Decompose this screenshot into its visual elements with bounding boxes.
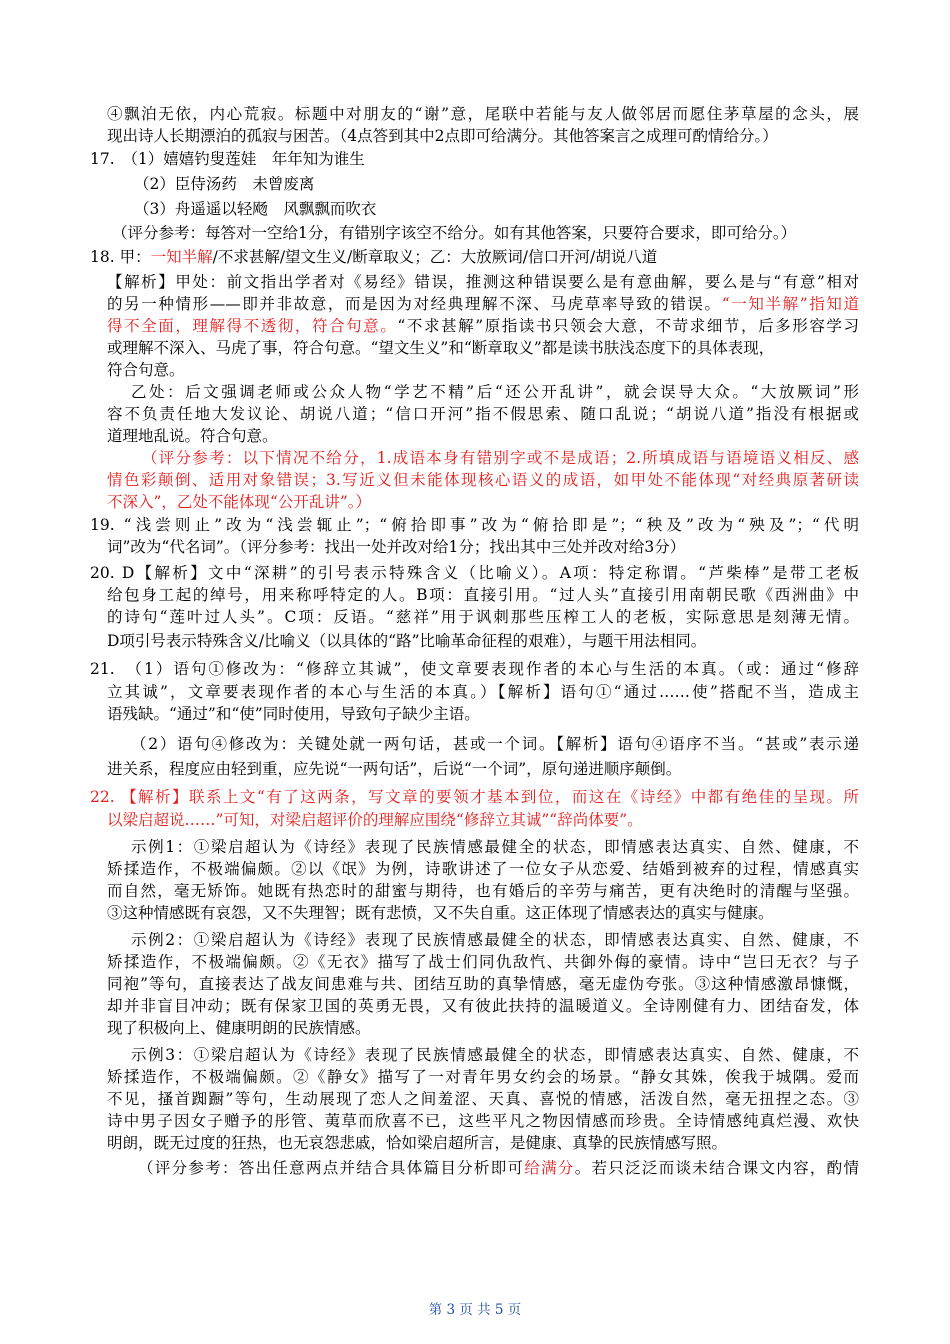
highlighted-text: 以梁启超说……”可知，对梁启超评价的理解应围绕“修辞立其诚”“辞尚体要”。: [107, 811, 643, 829]
text-line: [107, 338, 774, 358]
text-line: [107, 810, 643, 830]
highlighted-text: 情色彩颠倒、适用对象错误；3.写近义但未能体现核心语义的成语，如甲处不能体现“对经典原著研读: [107, 471, 859, 489]
highlighted-text: 得不全面，理解得不透彻，符合句意。: [107, 317, 398, 335]
text-run: 立其诚”，文章要表现作者的本心与生活的本真。）【解析】语句①“通过……使”搭配不当，造成主: [107, 683, 859, 701]
text-line: [107, 952, 859, 972]
text-line: [131, 382, 859, 402]
text-line: [90, 787, 859, 807]
text-run: （3）舟遥遥以轻飏 风飘飘而吹衣: [134, 200, 377, 218]
text-line: [90, 563, 859, 583]
text-line: [134, 199, 376, 219]
text-line: [107, 881, 859, 901]
text-line: [138, 1158, 859, 1178]
text-run: （评分参考：每答对一空给1分，有错别字该空不给分。如有其他答案，只要符合要求，即可给分。）: [112, 224, 797, 242]
text-line: [107, 903, 774, 923]
text-run: 给包身工起的绰号，用来称呼特定的人。B项：直接引用。“过人头”直接引用南朝民歌《西洲曲》中: [107, 586, 859, 604]
text-run: /不求甚解/望文生义/断章取义；乙：大放厥词/信口开河/胡说八道: [212, 248, 658, 266]
text-line: [107, 404, 859, 424]
text-run: （2）语句④修改为：关键处就一两句话，甚或一个词。【解析】语句④语序不当。“甚或”表示递: [131, 735, 859, 753]
text-run: 的另一种情形——即并非故意，而是因为对经典理解不深、马虎草率导致的错误。: [107, 295, 722, 313]
text-run: 18. 甲：: [90, 248, 151, 266]
text-line: [107, 272, 859, 292]
text-run: 而自然，毫无矫饰。她既有热恋时的甜蜜与期待，也有婚后的辛劳与痛苦，更有决绝时的清醒与坚强。: [107, 882, 859, 900]
text-line: [107, 631, 706, 651]
text-run: 语残缺。“通过”和“使”同时使用，导致句子缺少主语。: [107, 705, 480, 723]
text-line: [107, 859, 859, 879]
text-line: [107, 759, 681, 779]
page-footer: 第 3 页 共 5 页: [428, 1302, 522, 1318]
text-run: 词”改为“代名词”。（评分参考：找出一处并改对给1分；找出其中三处并改对给3分）: [107, 538, 686, 556]
text-line: [107, 607, 859, 627]
text-line: [107, 126, 778, 146]
text-run: 20. D【解析】文中“深耕”的引号表示特殊含义（比喻义）。A项：特定称谓。“芦柴棒”是带工老板: [90, 564, 859, 582]
text-run: “不求甚解”原指读书只领会大意，不苛求细节，后多形容学习: [397, 317, 859, 335]
text-run: 19. “浅尝则止”改为“浅尝辄止”；“俯拾即事”改为“俯拾即是”；“秧及”改为“殃及”；“代明: [90, 516, 859, 534]
highlighted-text: 22.: [90, 788, 122, 806]
text-run: 矫揉造作，不极端偏颇。②《无衣》描写了战士们同仇敌忾、共御外侮的豪情。诗中“岂曰无衣？与子: [107, 953, 859, 971]
text-run: 示例3：①梁启超认为《诗经》表现了民族情感最健全的状态，即情感表达真实、自然、健康，不: [131, 1046, 859, 1064]
text-line: [107, 426, 278, 446]
text-line: [90, 247, 657, 267]
text-line: [107, 360, 185, 380]
text-line: [90, 515, 859, 535]
text-line: [107, 316, 859, 336]
text-line: [107, 1133, 727, 1153]
text-run: （2）臣侍汤药 未曾废离: [134, 175, 315, 193]
text-line: [131, 1045, 859, 1065]
text-run: 同袍”等句，直接表达了战友间患难与共、团结互助的真挚情感，毫无虚伪夸张。③这种情感激昂慷慨，: [107, 975, 859, 993]
text-run: 道理地乱说。符合句意。: [107, 427, 278, 445]
text-run: 明朗，既无过度的狂热，也无哀怨悲戚，恰如梁启超所言，是健康、真挚的民族情感写照。: [107, 1134, 728, 1152]
text-line: [107, 1089, 859, 1109]
text-run: 【解析】甲处：前文指出学者对《易经》错误，推测这种错误要么是有意曲解，要么是与“有意”相对: [107, 273, 859, 291]
text-run: ④飘泊无依，内心荒寂。标题中对朋友的“谢”意，尾联中若能与友人做邻居而愿住茅草屋的念头，展: [107, 105, 859, 123]
highlighted-text: （评分参考：以下情况不给分，1.成语本身有错别字或不是成语；2.所填成语与语境语义相反、感: [142, 449, 859, 467]
text-line: [107, 294, 859, 314]
text-line: [107, 1111, 859, 1131]
text-line: [90, 659, 859, 679]
highlighted-text: 【解析】联系上文“有了这两条，写文章的要领才基本到位，而这在《诗经》中都有绝佳的呈现。所: [121, 788, 859, 806]
text-run: 矫揉造作，不极端偏颇。②以《氓》为例，诗歌讲述了一位女子从恋爱、结婚到被弃的过程，情感真实: [107, 860, 859, 878]
text-line: [131, 734, 859, 754]
text-line: [107, 682, 859, 702]
text-run: 却并非盲目冲动；既有保家卫国的英勇无畏，又有彼此扶持的温暖道义。全诗刚健有力、团结奋发，体: [107, 997, 859, 1015]
text-run: （评分参考：答出任意两点并结合具体篇目分析即可: [138, 1159, 525, 1177]
text-run: 进关系，程度应由轻到重，应先说“一两句话”，后说“一个词”，原句递进顺序颠倒。: [107, 760, 682, 778]
text-line: [107, 585, 859, 605]
text-run: 诗中男子因女子赠予的彤管、荑草而欣喜不已，这些平凡之物因情感而珍贵。全诗情感纯真烂漫、欢快: [107, 1112, 859, 1130]
text-run: 容不负责任地大发议论、胡说八道；“信口开河”指不假思索、随口乱说；“胡说八道”指没有根据或: [107, 405, 859, 423]
text-run: 示例1：①梁启超认为《诗经》表现了民族情感最健全的状态，即情感表达真实、自然、健康，不: [131, 838, 859, 856]
text-run: D项引号表示特殊含义/比喻义（以具体的“路”比喻革命征程的艰难），与题干用法相同。: [107, 632, 707, 650]
text-run: 或理解不深入、马虎了事，符合句意。“望文生义”和“断章取义”都是读书肤浅态度下的具体表现，: [107, 339, 775, 357]
text-line: [134, 174, 314, 194]
text-run: 的诗句“莲叶过人头”。C项：反语。“慈祥”用于讽刺那些压榨工人的老板，实际意思是刻薄无情。: [107, 608, 859, 626]
highlighted-text: 一知半解: [150, 248, 213, 266]
text-line: [107, 996, 859, 1016]
text-run: 乙处：后文强调老师或公众人物“学艺不精”后“还公开乱讲”，就会误导大众。“大放厥词”形: [131, 383, 859, 401]
text-line: [90, 149, 365, 169]
text-line: [107, 492, 371, 512]
text-line: [107, 537, 685, 557]
text-run: 现出诗人长期漂泊的孤寂与困苦。（4点答到其中2点即可给满分。其他答案言之成理可酌情给分。）: [107, 127, 778, 145]
text-line: [107, 1018, 371, 1038]
highlighted-text: 不深入”，乙处不能体现“公开乱讲”。）: [107, 493, 372, 511]
text-run: 示例2：①梁启超认为《诗经》表现了民族情感最健全的状态，即情感表达真实、自然、健康，不: [131, 931, 859, 949]
text-run: 。若只泛泛而谈未结合课文内容，酌情: [574, 1159, 859, 1177]
text-run: 符合句意。: [107, 361, 185, 379]
text-line: [142, 448, 859, 468]
highlighted-text: 给满分: [524, 1159, 575, 1177]
text-run: 21. （1）语句①修改为：“修辞立其诚”，使文章要表现作者的本心与生活的本真。（或：通过“修辞: [90, 660, 859, 678]
text-line: [107, 470, 859, 490]
text-line: [107, 1067, 859, 1087]
text-run: 矫揉造作，不极端偏颇。②《静女》描写了一对青年男女约会的场景。“静女其姝，俟我于城隅。爱而: [107, 1068, 859, 1086]
text-line: [131, 837, 859, 857]
text-line: [131, 930, 859, 950]
text-line: [107, 704, 480, 724]
text-run: 现了积极向上、健康明朗的民族情感。: [107, 1019, 371, 1037]
text-line: [107, 104, 859, 124]
text-run: ③这种情感既有哀怨，又不失理智；既有悲愤，又不失自重。这正体现了情感表达的真实与健康。: [107, 904, 774, 922]
highlighted-text: “一知半解”指知道: [721, 295, 859, 313]
text-run: 17. （1）嬉嬉钓叟莲娃 年年知为谁生: [90, 150, 365, 168]
text-line: [107, 974, 859, 994]
text-run: 不见，搔首踟蹰”等句，生动展现了恋人之间羞涩、天真、喜悦的情感，活泼自然，毫无扭捏之态。③: [107, 1090, 859, 1108]
text-line: [112, 223, 796, 243]
